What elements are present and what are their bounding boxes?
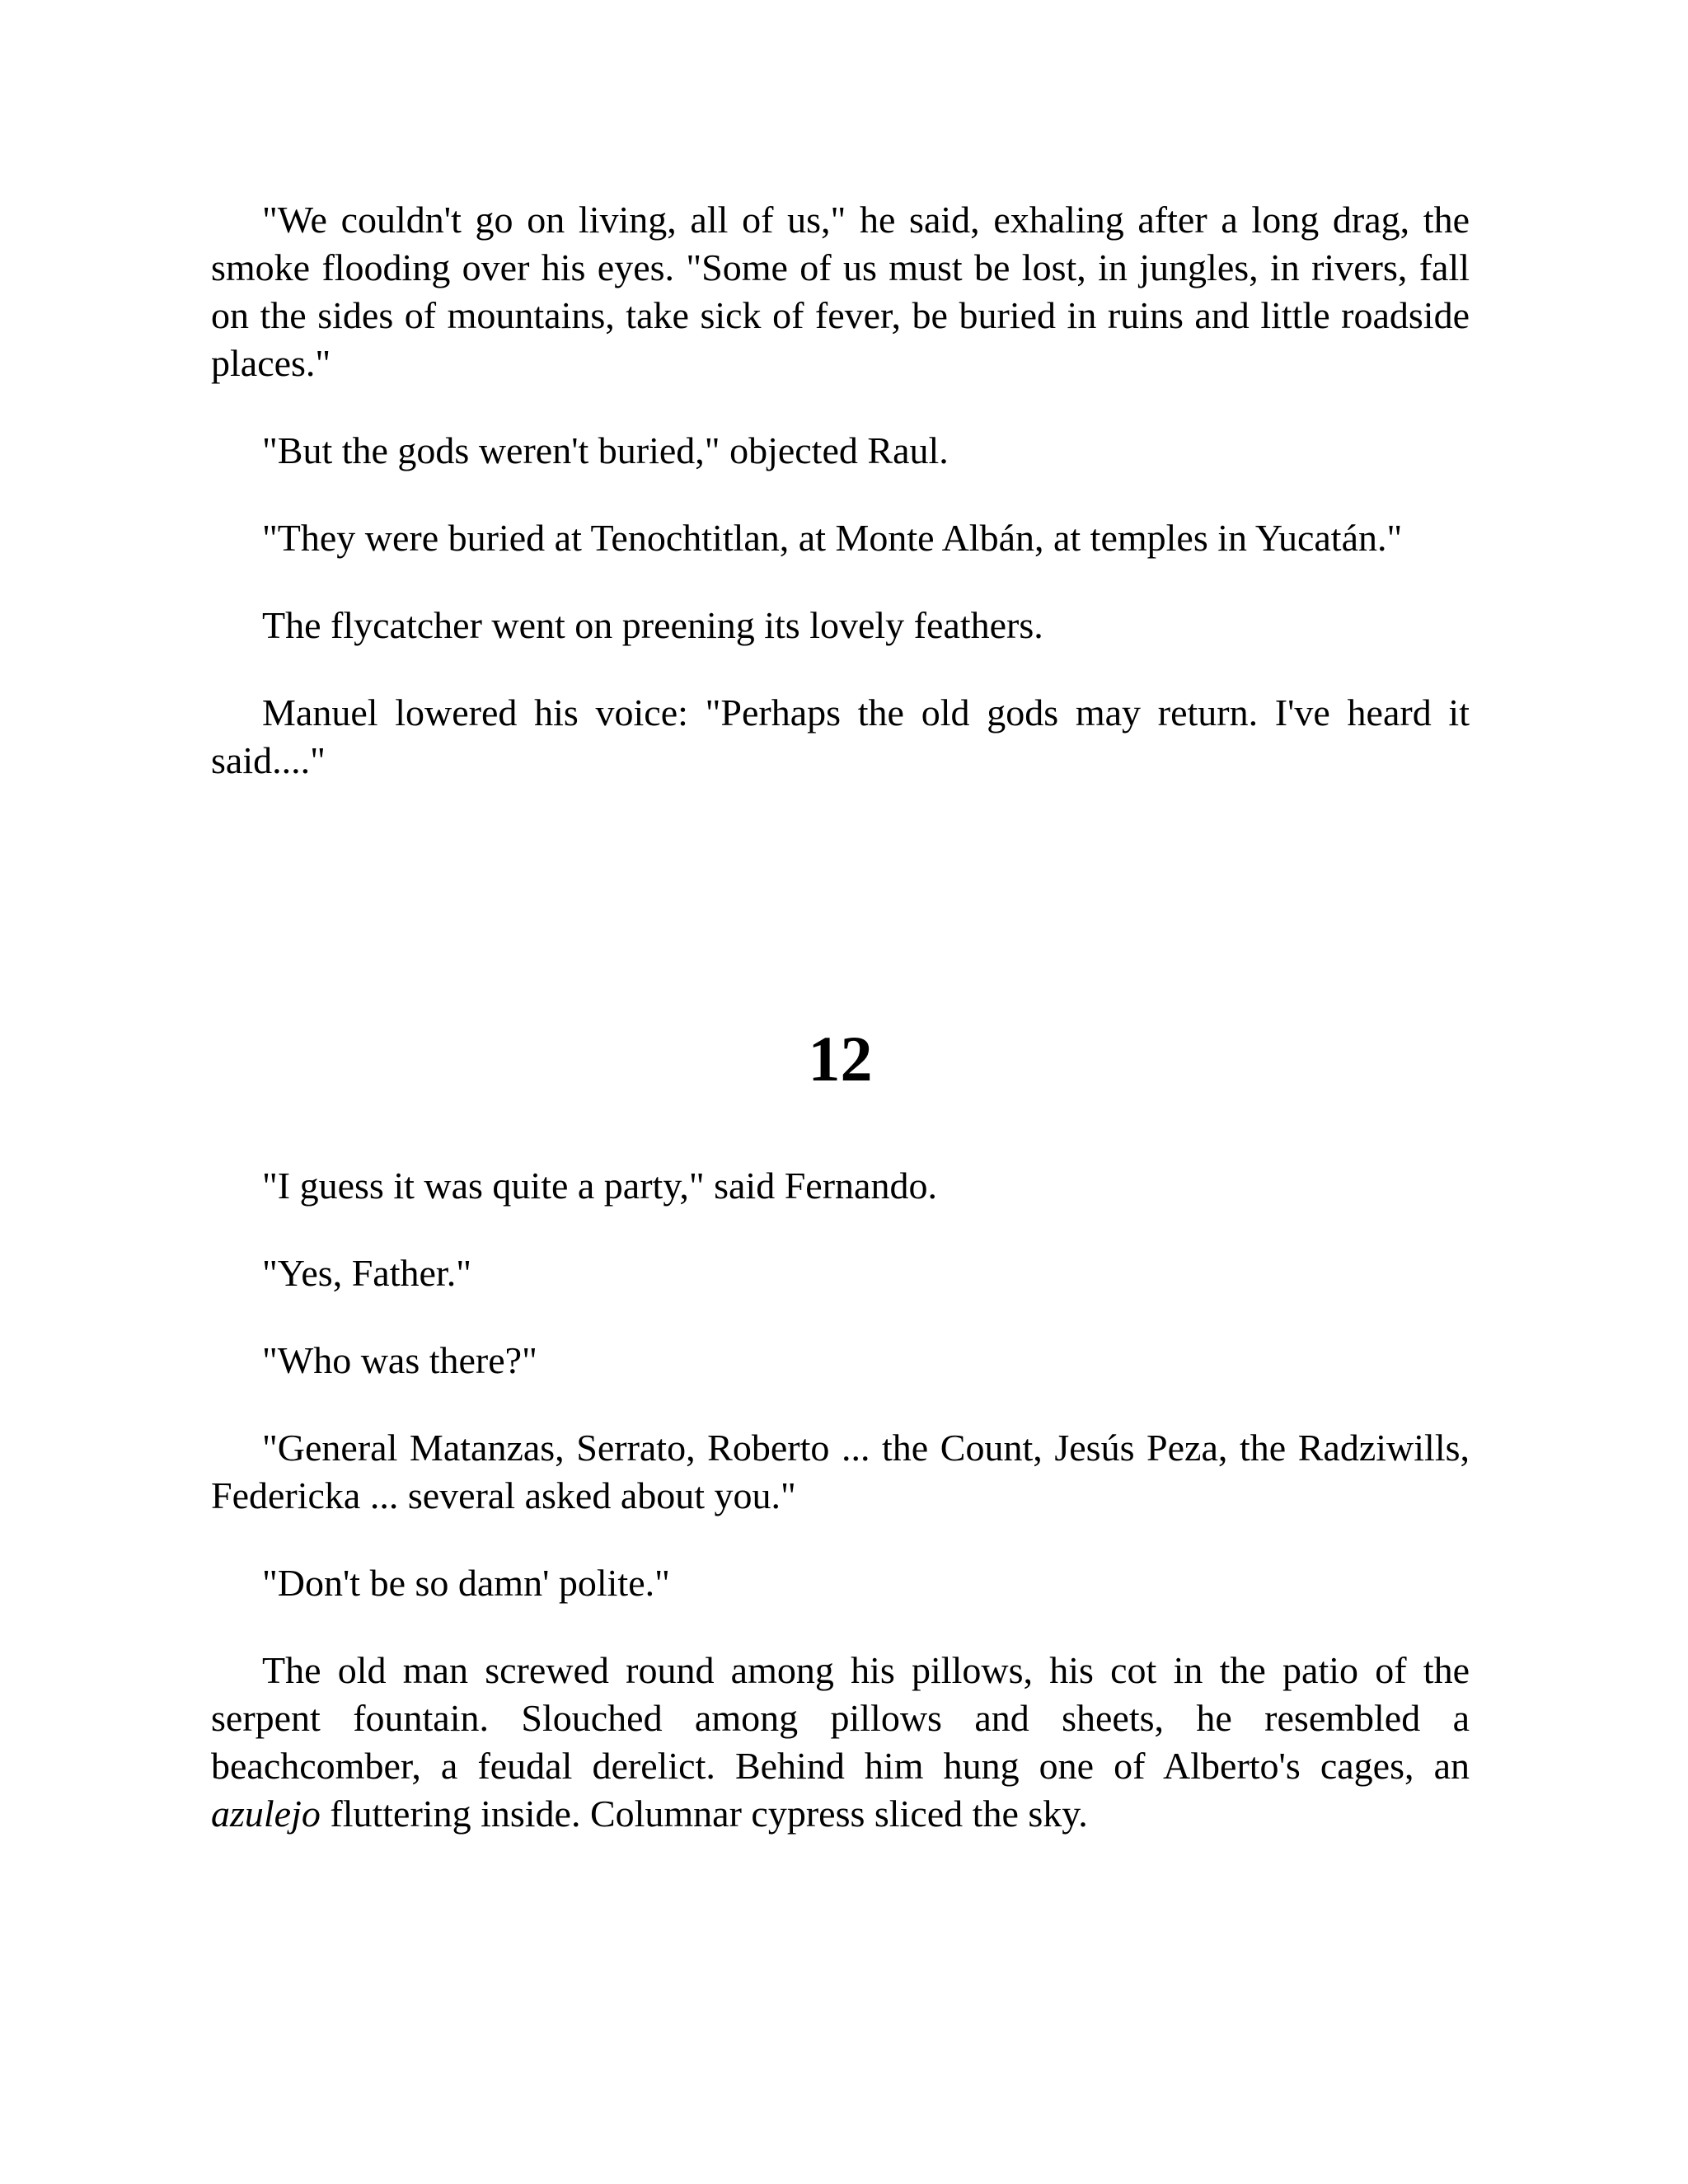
paragraph: "Who was there?"	[262, 1339, 537, 1381]
italic-word: azulejo	[211, 1793, 321, 1835]
final-paragraph-text-start: The old man screwed round among his pillows, his cot in the patio of the serpent fountain. Slouched among pillows and sheets, he resembled a beachcomber, a feudal derelict. Behind him hung one of Alberto's cages, an	[211, 1649, 1470, 1787]
paragraph: "Don't be so damn' polite."	[262, 1562, 670, 1604]
paragraph: The flycatcher went on preening its lovely feathers.	[262, 604, 1043, 646]
paragraph: "But the gods weren't buried," objected Raul.	[262, 429, 949, 471]
final-paragraph	[211, 1647, 1470, 1838]
paragraph: "General Matanzas, Serrato, Roberto ... the Count, Jesús Peza, the Radziwills, Federicka ... several asked about you."	[211, 1427, 1470, 1516]
paragraph: "Yes, Father."	[262, 1252, 471, 1294]
final-paragraph-text-end: fluttering inside. Columnar cypress sliced the sky.	[320, 1793, 1088, 1835]
paragraph: "They were buried at Tenochtitlan, at Monte Albán, at temples in Yucatán."	[262, 517, 1403, 559]
paragraph: "I guess it was quite a party," said Fernando.	[262, 1165, 937, 1207]
book-page	[211, 196, 1470, 1877]
paragraph: Manuel lowered his voice: "Perhaps the old gods may return. I've heard it said...."	[211, 691, 1470, 781]
paragraph: "We couldn't go on living, all of us," he said, exhaling after a long drag, the smoke flooding over his eyes. "Some of us must be lost, in jungles, in rivers, fall on the sides of mountains, take sick of fever, be buried in ruins and little roadside places."	[211, 199, 1470, 384]
chapter-heading: 12	[808, 1023, 873, 1094]
